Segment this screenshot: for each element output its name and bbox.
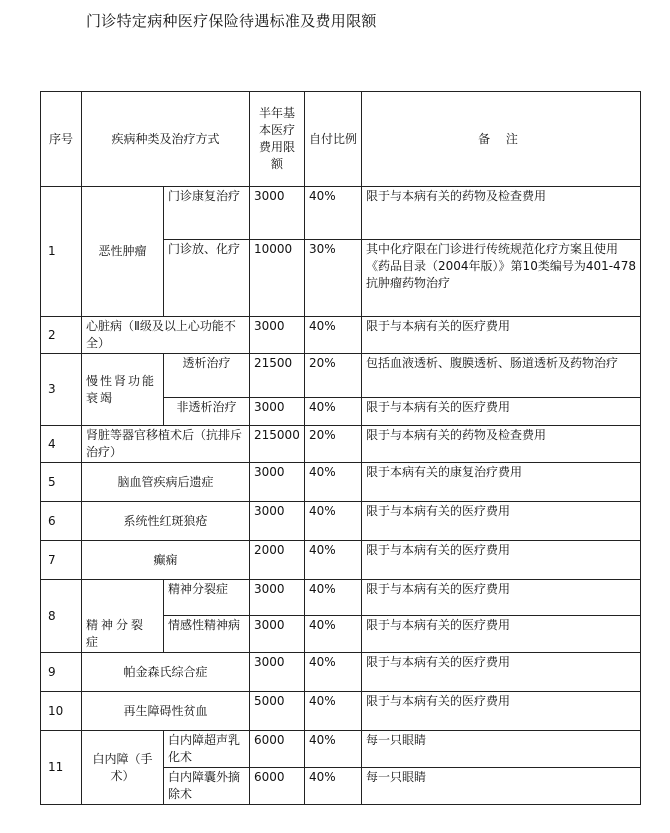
remark-text: 限于与本病有关的医疗费用 [362, 541, 641, 580]
table-row [41, 426, 641, 463]
limit-value: 21500 [250, 354, 305, 398]
ratio-value: 30% [305, 240, 362, 317]
table-row [41, 354, 641, 398]
treatment-method: 情感性精神病 [164, 616, 250, 653]
disease-name: 白内障（手术） [82, 731, 164, 805]
table-row [41, 580, 641, 616]
limit-value: 3000 [250, 463, 305, 502]
remark-text: 限于与本病有关的药物及检查费用 [362, 426, 641, 463]
remark-text: 限于与本病有关的医疗费用 [362, 398, 641, 426]
limit-value: 3000 [250, 580, 305, 616]
row-number: 9 [41, 653, 82, 692]
ratio-value: 40% [305, 541, 362, 580]
row-number: 6 [41, 502, 82, 541]
remark-text: 限于与本病有关的医疗费用 [362, 580, 641, 616]
row-number: 3 [41, 354, 82, 426]
remark-text: 限于本病有关的康复治疗费用 [362, 463, 641, 502]
table-header-row [41, 92, 641, 187]
remark-text: 每一只眼睛 [362, 768, 641, 805]
ratio-value: 40% [305, 463, 362, 502]
ratio-value: 40% [305, 616, 362, 653]
disease-name: 帕金森氏综合症 [82, 653, 250, 692]
limit-value: 3000 [250, 187, 305, 240]
header-no: 序号 [41, 92, 82, 187]
ratio-value: 40% [305, 653, 362, 692]
row-number: 11 [41, 731, 82, 805]
table-row [41, 187, 641, 240]
row-number: 4 [41, 426, 82, 463]
header-disease: 疾病种类及治疗方式 [82, 92, 250, 187]
disease-name: 精神分裂症 [82, 580, 164, 653]
ratio-value: 40% [305, 398, 362, 426]
remark-text: 限于与本病有关的医疗费用 [362, 653, 641, 692]
table-row [41, 692, 641, 731]
row-number: 1 [41, 187, 82, 317]
header-limit: 半年基本医疗费用限额 [250, 92, 305, 187]
table-row [41, 463, 641, 502]
limit-value: 215000 [250, 426, 305, 463]
row-number: 10 [41, 692, 82, 731]
limit-value: 5000 [250, 692, 305, 731]
row-number: 2 [41, 317, 82, 354]
ratio-value: 40% [305, 502, 362, 541]
disease-name: 慢性肾功能衰竭 [82, 354, 164, 426]
header-ratio: 自付比例 [305, 92, 362, 187]
remark-text: 其中化疗限在门诊进行传统规范化疗方案且使用《药品目录（2004年版）》第10类编号为401-478抗肿瘤药物治疗 [362, 240, 641, 317]
disease-name: 恶性肿瘤 [82, 187, 164, 317]
disease-name: 心脏病（Ⅱ级及以上心功能不全） [82, 317, 250, 354]
treatment-method: 精神分裂症 [164, 580, 250, 616]
remark-text: 每一只眼睛 [362, 731, 641, 768]
limit-value: 3000 [250, 616, 305, 653]
treatment-method: 白内障超声乳化术 [164, 731, 250, 768]
row-number: 7 [41, 541, 82, 580]
limit-value: 6000 [250, 768, 305, 805]
remark-text: 限于与本病有关的医疗费用 [362, 616, 641, 653]
ratio-value: 40% [305, 317, 362, 354]
remark-text: 限于与本病有关的医疗费用 [362, 502, 641, 541]
ratio-value: 20% [305, 426, 362, 463]
disease-name: 癫痫 [82, 541, 250, 580]
disease-name: 再生障碍性贫血 [82, 692, 250, 731]
treatment-method: 透析治疗 [164, 354, 250, 398]
limit-value: 3000 [250, 502, 305, 541]
remark-text: 限于与本病有关的药物及检查费用 [362, 187, 641, 240]
fee-limit-table [40, 91, 641, 805]
disease-name: 脑血管疾病后遗症 [82, 463, 250, 502]
treatment-method: 门诊康复治疗 [164, 187, 250, 240]
ratio-value: 40% [305, 187, 362, 240]
treatment-method: 白内障囊外摘除术 [164, 768, 250, 805]
remark-text: 包括血液透析、腹膜透析、肠道透析及药物治疗 [362, 354, 641, 398]
row-number: 8 [41, 580, 82, 653]
treatment-method: 门诊放、化疗 [164, 240, 250, 317]
disease-name: 肾脏等器官移植术后（抗排斥治疗） [82, 426, 250, 463]
disease-name: 系统性红斑狼疮 [82, 502, 250, 541]
header-remark: 备 注 [362, 92, 641, 187]
ratio-value: 40% [305, 768, 362, 805]
table-row [41, 731, 641, 768]
document-title: 门诊特定病种医疗保险待遇标准及费用限额 [86, 12, 377, 30]
limit-value: 2000 [250, 541, 305, 580]
table-row [41, 653, 641, 692]
table-row [41, 502, 641, 541]
table-row [41, 317, 641, 354]
ratio-value: 20% [305, 354, 362, 398]
limit-value: 3000 [250, 653, 305, 692]
remark-text: 限于与本病有关的医疗费用 [362, 317, 641, 354]
row-number: 5 [41, 463, 82, 502]
limit-value: 3000 [250, 398, 305, 426]
treatment-method: 非透析治疗 [164, 398, 250, 426]
limit-value: 3000 [250, 317, 305, 354]
ratio-value: 40% [305, 692, 362, 731]
table-row [41, 541, 641, 580]
limit-value: 6000 [250, 731, 305, 768]
remark-text: 限于与本病有关的医疗费用 [362, 692, 641, 731]
limit-value: 10000 [250, 240, 305, 317]
ratio-value: 40% [305, 580, 362, 616]
ratio-value: 40% [305, 731, 362, 768]
